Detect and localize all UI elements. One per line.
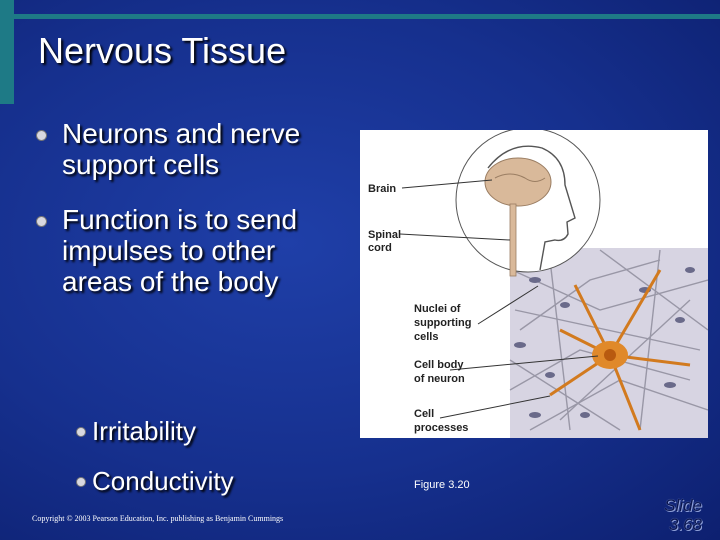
slide-title: Nervous Tissue [38,30,287,71]
copyright-notice: Copyright © 2003 Pearson Education, Inc. publishing as Benjamin Cummings [32,514,284,523]
bullet-list [36,118,346,297]
label-brain: Brain [368,183,397,195]
label-cord: cord [368,242,392,254]
neuron-illustration [360,130,708,438]
top-accent-bar [14,14,720,19]
slide-number [664,496,702,534]
label-processes-1: Cell [414,408,435,420]
bullet-text: Function is to send impulses to other areas of the body [62,204,298,297]
label-spinal: Spinal [368,229,402,241]
label-cell-body-1: Cell body [414,359,464,371]
sub-bullet-text: Irritability [92,416,197,446]
sub-bullet-text: Conductivity [92,466,234,496]
bullet-item [36,118,346,180]
bullet-item [36,204,346,297]
bullet-dot-icon [36,216,47,227]
label-nuclei-2: supporting [414,317,472,329]
label-processes-2: processes [414,422,469,434]
sub-bullet-item [76,416,196,447]
bullet-text: Neurons and nerve support cells [62,118,301,180]
nervous-tissue-figure [360,130,708,438]
bullet-dot-icon [76,477,86,487]
bullet-dot-icon [36,130,47,141]
slide-number-value: 3.68 [668,515,702,534]
label-cell-body-2: of neuron [414,373,465,385]
sub-bullet-item [76,466,234,497]
neuron-nucleus [604,349,616,361]
side-accent-bar [0,0,14,104]
label-nuclei-3: cells [414,331,439,343]
figure-caption: Figure 3.20 [414,479,470,491]
bullet-dot-icon [76,427,86,437]
label-nuclei-1: Nuclei of [414,303,461,315]
slide-label: Slide [664,496,702,515]
